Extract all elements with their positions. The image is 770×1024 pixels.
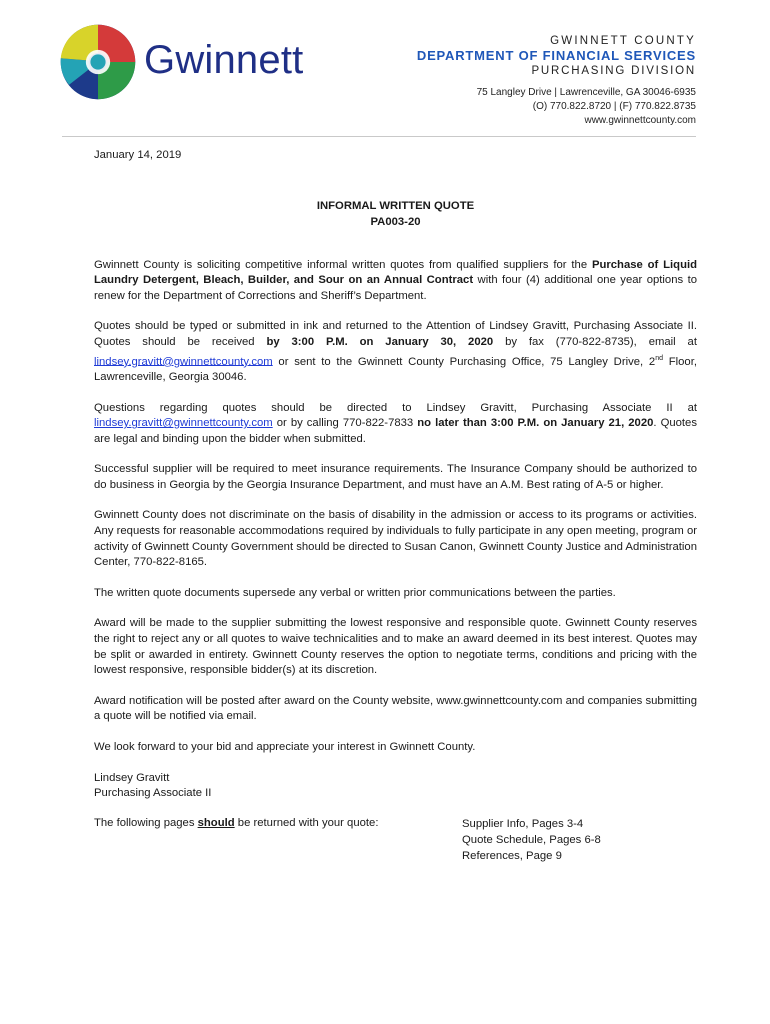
division-name: PURCHASING DIVISION (531, 65, 696, 77)
paragraph-accessibility: Gwinnett County does not discriminate on the basis of disability in the admission or access to its programs or activities. Any requests for reasonable accommodations required by individuals to fully participate in any open meeting, program or activity of Gwinnett County Government should be directed to Susan Canon, Gwinnett County Justice and Administration Center, 770-822-8165. (94, 509, 697, 569)
website: www.gwinnettcounty.com (584, 115, 696, 126)
signer-name: Lindsey Gravitt (94, 771, 170, 784)
department-name: DEPARTMENT OF FINANCIAL SERVICES (416, 48, 696, 63)
header-divider (62, 136, 696, 137)
paragraph-questions: Questions regarding quotes should be directed to Lindsey Gravitt, Purchasing Associate II at lindsey.gravitt@gwinnettcounty.com or by calling 770-822-7833 no later than 3:00 P.M. on January 21, 2020. Quotes are legal and binding upon the bidder when submitted. (94, 401, 697, 445)
email-link[interactable]: lindsey.gravitt@gwinnettcounty.com (94, 355, 273, 368)
contact-block (477, 86, 696, 128)
county-name: GWINNETT COUNTY (550, 35, 696, 47)
return-pages (94, 816, 697, 864)
signature-block (94, 771, 697, 802)
paragraph-insurance: Successful supplier will be required to meet insurance requirements. The Insurance Company should be authorized to do business in Georgia by the Georgia Insurance Department, and must have an A.M. Best rating of A-5 or higher. (94, 463, 697, 491)
gwinnett-logo-icon (60, 24, 136, 100)
logo-wordmark: Gwinnett (144, 38, 304, 82)
paragraph-submission: Quotes should be typed or submitted in ink and returned to the Attention of Lindsey Gravitt, Purchasing Associate II. Quotes should be received by 3:00 P.M. on January 30, 2020 by fax (770-822-8735), email at lindsey.gravitt@gwinnettcounty.com or sent to the Gwinnett County Purchasing Office, 75 Langley Drive, 2nd Floor, Lawrenceville, Georgia 30046. (94, 320, 697, 383)
paragraph-supersede: The written quote documents supersede any verbal or written prior communications between the parties. (94, 586, 616, 599)
department-header (417, 34, 696, 79)
phone-fax: (O) 770.822.8720 | (F) 770.822.8735 (532, 101, 696, 112)
return-pages-list (462, 816, 601, 864)
signer-title: Purchasing Associate II (94, 787, 212, 800)
letter-body (94, 148, 697, 864)
street-address: 75 Langley Drive | Lawrenceville, GA 30046-6935 (476, 87, 696, 98)
list-item: Quote Schedule, Pages 6-8 (462, 833, 601, 846)
paragraph-notification: Award notification will be posted after award on the County website, www.gwinnettcounty.com and companies submitting a quote will be notified via email. (94, 694, 697, 723)
letter-date: January 14, 2019 (94, 149, 182, 161)
list-item: Supplier Info, Pages 3-4 (462, 817, 584, 830)
email-link[interactable]: lindsey.gravitt@gwinnettcounty.com (94, 417, 273, 430)
paragraph-intro: Gwinnett County is soliciting competitive informal written quotes from qualified suppliers for the Purchase of Liquid Laundry Detergent, Bleach, Builder, and Sour on an Annual Contract with four (4) additional one year options to renew for the Department of Corrections and Sheriff’s Department. (94, 258, 698, 302)
paragraph-award: Award will be made to the supplier submitting the lowest responsive and responsible quote. Gwinnett County reserves the right to reject any or all quotes to waive technicalities and to make an award deemed in its best interest. Quotes may be split or awarded in entirety. Gwinnett County reserves the option to negotiate terms, conditions and pricing with the lowest responsive, responsible bidder(s) at its discretion. (94, 617, 697, 677)
list-item: References, Page 9 (462, 849, 562, 862)
return-pages-label: The following pages should be returned with your quote: (94, 816, 379, 829)
paragraph-closing: We look forward to your bid and appreciate your interest in Gwinnett County. (94, 741, 476, 754)
letter-title (94, 198, 697, 230)
quote-title: INFORMAL WRITTEN QUOTE (316, 199, 475, 212)
quote-number: PA003-20 (370, 215, 421, 228)
